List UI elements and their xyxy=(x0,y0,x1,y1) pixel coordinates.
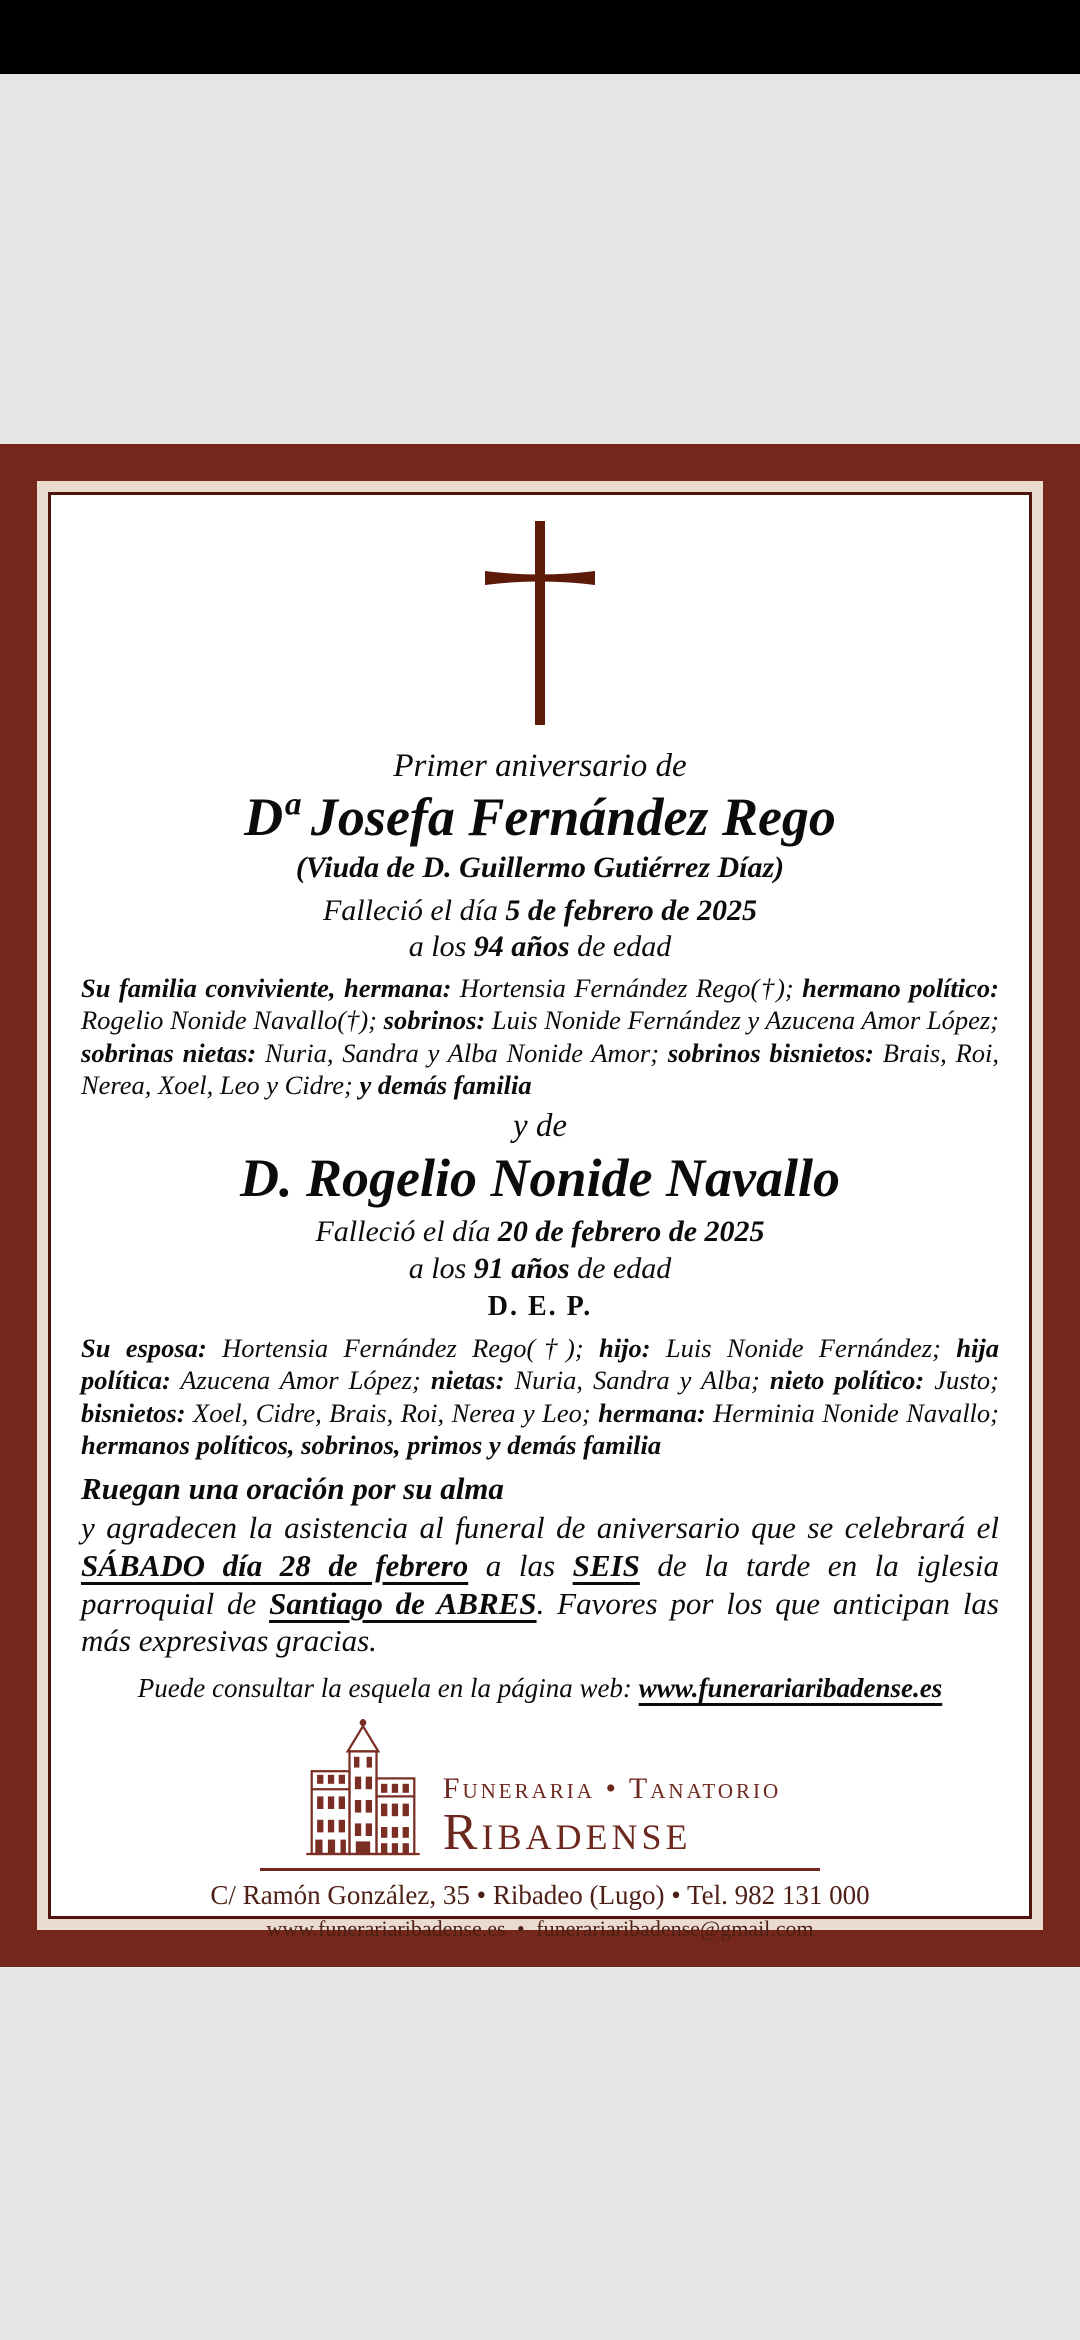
deceased1-widow-note: (Viuda de D. Guillermo Gutiérrez Díaz) xyxy=(295,851,785,885)
brand-text-block xyxy=(443,1772,781,1863)
status-bar xyxy=(0,0,1080,74)
deceased1-name: Dª Josefa Fernández Rego xyxy=(244,786,836,847)
deceased2-family-list: Su esposa: Hortensia Fernández Rego(†); hijo: Luis Nonide Fernández; hija política: Azucena Amor López; nietas: Nuria, Sandra y Alba; nieto político: Justo; bisnietos: Xoel, Cidre, Brais, Roi, Nerea y Leo; hermana: Herminia Nonide Navallo; hermanos políticos, sobrinos, primos y demás familia xyxy=(81,1332,1000,1460)
contact-line: www.funerariaribadense.es • funerariaribadense@gmail.com xyxy=(266,1916,814,1942)
dep-abbreviation: D. E. P. xyxy=(487,1290,593,1322)
deceased1-family-list: Su familia conviviente, hermana: Hortensia Fernández Rego(†); hermano político: Rogelio Nonide Navallo(†); sobrinos: Luis Nonide Fernández y Azucena Amor López; sobrinas nietas: Nuria, Sandra y Alba Nonide Amor; sobrinos bisnietos: Brais, Roi, Nerea, Xoel, Leo y Cidre; y demás familia xyxy=(81,973,1000,1101)
conjunction-y-de: y de xyxy=(512,1108,568,1145)
white-panel xyxy=(48,492,1032,1942)
deceased2-name: D. Rogelio Nonide Navallo xyxy=(240,1147,840,1208)
brand-name: Ribadense xyxy=(442,1804,692,1862)
cross-icon xyxy=(81,521,999,725)
deceased1-death-date: Falleció el día 5 de febrero de 2025 xyxy=(322,893,758,927)
deceased2-death-date: Falleció el día 20 de febrero de 2025 xyxy=(315,1215,765,1249)
brand-category-line: Funeraria • Tanatorio xyxy=(442,1771,782,1805)
address-line: C/ Ramón González, 35 • Ribadeo (Lugo) • Tel. 982 131 000 xyxy=(210,1879,870,1910)
web-notice: Puede consultar la esquela en la página web: www.funerariaribadense.es xyxy=(137,1673,943,1704)
divider-rule xyxy=(260,1868,820,1871)
prayer-request: Ruegan una oración por su alma xyxy=(81,1471,504,1507)
funeral-invitation: y agradecen la asistencia al funeral de aniversario que se celebrará el SÁBADO día 28 de febrero a las SEIS de la tarde en la iglesia parroquial de Santiago de ABRES. Favores por los que anticipan las más expresivas gracias. xyxy=(81,1509,999,1659)
deceased1-age: a los 94 años de edad xyxy=(408,930,672,964)
esquela-card xyxy=(0,444,1080,1967)
deceased2-age: a los 91 años de edad xyxy=(408,1251,672,1285)
funeral-home-building-icon xyxy=(299,1719,427,1863)
anniversary-heading: Primer aniversario de xyxy=(393,748,687,784)
cream-frame xyxy=(37,481,1043,1942)
funeral-home-logo xyxy=(81,1715,999,1863)
